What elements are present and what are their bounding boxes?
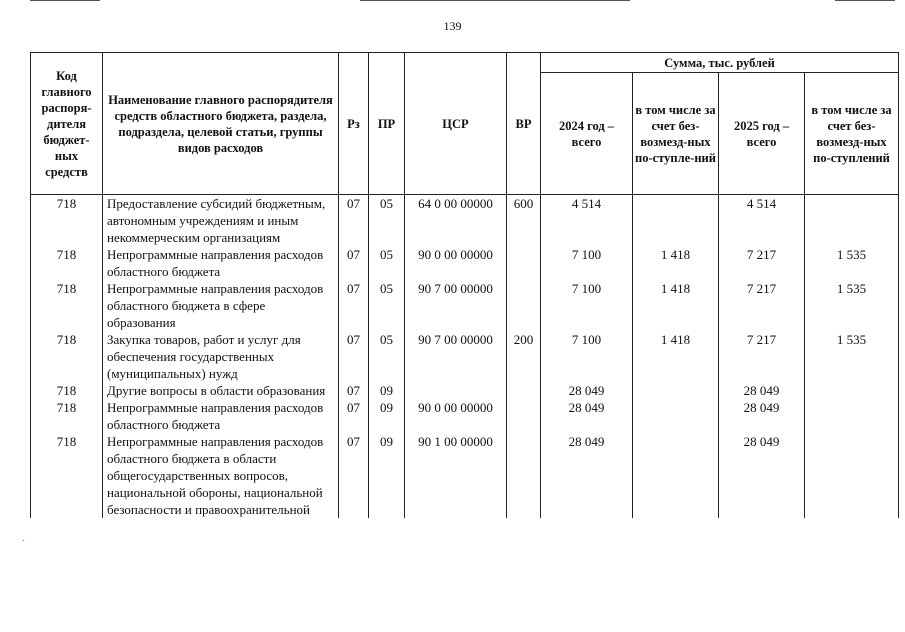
cell-2025-free: 1 535 [805,246,899,280]
cell-name: Непрограммные направления расходов областного бюджета [103,246,339,280]
cell-vr [507,433,541,518]
cell-name: Предоставление субсидий бюджетным, автономным учреждениям и иным некоммерческим организациям [103,195,339,247]
cell-csr: 64 0 00 00000 [405,195,507,247]
table-row [31,246,899,280]
cell-2024-free: 1 418 [633,246,719,280]
cell-2025-total: 28 049 [719,382,805,399]
table-row [31,382,899,399]
cell-2024-free: 1 418 [633,280,719,331]
cell-vr [507,280,541,331]
cell-name: Непрограммные направления расходов областного бюджета в сфере образования [103,280,339,331]
cell-2024-free: 1 418 [633,331,719,382]
cell-2025-free [805,382,899,399]
cell-2025-free [805,433,899,518]
cell-2024-free [633,382,719,399]
header-2025-total: 2025 год – всего [719,73,805,195]
header-name: Наименование главного распорядителя средств областного бюджета, раздела, подраздела, целевой статьи, группы видов расходов [103,53,339,195]
cell-csr: 90 0 00 00000 [405,246,507,280]
cell-csr [405,382,507,399]
table-body [31,195,899,519]
cell-rz: 07 [339,433,369,518]
cell-name: Другие вопросы в области образования [103,382,339,399]
table-row [31,399,899,433]
page-number: 139 [443,19,462,33]
cell-csr: 90 7 00 00000 [405,331,507,382]
cell-vr [507,382,541,399]
cell-2025-free: 1 535 [805,331,899,382]
table-row [31,331,899,382]
cell-rz: 07 [339,382,369,399]
cell-2025-total: 28 049 [719,399,805,433]
table-row [31,280,899,331]
cell-pr: 09 [369,433,405,518]
cell-2025-total: 7 217 [719,331,805,382]
cell-csr: 90 7 00 00000 [405,280,507,331]
cell-rz: 07 [339,399,369,433]
scan-speck: · [22,536,26,547]
cell-csr: 90 1 00 00000 [405,433,507,518]
cell-vr [507,399,541,433]
cell-code: 718 [31,399,103,433]
cell-vr: 600 [507,195,541,247]
cell-code: 718 [31,382,103,399]
cell-code: 718 [31,195,103,247]
cell-2025-total: 4 514 [719,195,805,247]
header-2024-free: в том числе за счет без-возмезд-ных по-ступле-ний [633,73,719,195]
header-2024-total: 2024 год – всего [541,73,633,195]
cell-pr: 09 [369,399,405,433]
cell-pr: 05 [369,195,405,247]
cell-pr: 05 [369,246,405,280]
cell-pr: 09 [369,382,405,399]
header-rz: Рз [339,53,369,195]
cell-csr: 90 0 00 00000 [405,399,507,433]
cell-2024-total: 7 100 [541,246,633,280]
cell-2024-total: 4 514 [541,195,633,247]
cell-2024-total: 28 049 [541,433,633,518]
header-sum-title: Сумма, тыс. рублей [541,53,899,73]
cell-2025-free [805,399,899,433]
cell-2024-total: 7 100 [541,331,633,382]
cell-name: Непрограммные направления расходов областного бюджета в области общегосударственных вопросов, национальной обороны, национальной безопасности и правоохранительной [103,433,339,518]
scan-top-line-mid [360,0,630,1]
cell-2025-total: 7 217 [719,280,805,331]
cell-vr [507,246,541,280]
cell-2024-free [633,195,719,247]
cell-name: Закупка товаров, работ и услуг для обеспечения государственных (муниципальных) нужд [103,331,339,382]
cell-rz: 07 [339,331,369,382]
scan-top-line-right [835,0,895,1]
cell-2024-free [633,433,719,518]
cell-rz: 07 [339,246,369,280]
table-row [31,433,899,518]
cell-rz: 07 [339,280,369,331]
cell-code: 718 [31,331,103,382]
cell-2025-total: 7 217 [719,246,805,280]
cell-pr: 05 [369,331,405,382]
header-csr: ЦСР [405,53,507,195]
header-code: Код главного распоря-дителя бюджет-ных средств [31,53,103,195]
header-pr: ПР [369,53,405,195]
cell-2024-total: 28 049 [541,399,633,433]
cell-2024-total: 28 049 [541,382,633,399]
table-row [31,195,899,247]
cell-code: 718 [31,246,103,280]
cell-pr: 05 [369,280,405,331]
cell-2025-total: 28 049 [719,433,805,518]
header-vr: ВР [507,53,541,195]
cell-rz: 07 [339,195,369,247]
cell-2025-free [805,195,899,247]
cell-code: 718 [31,433,103,518]
scan-top-line-left [30,0,100,1]
cell-vr: 200 [507,331,541,382]
header-2025-free: в том числе за счет без-возмезд-ных по-ступлений [805,73,899,195]
cell-code: 718 [31,280,103,331]
cell-2025-free: 1 535 [805,280,899,331]
cell-2024-free [633,399,719,433]
cell-name: Непрограммные направления расходов областного бюджета [103,399,339,433]
cell-2024-total: 7 100 [541,280,633,331]
budget-table [30,52,899,518]
